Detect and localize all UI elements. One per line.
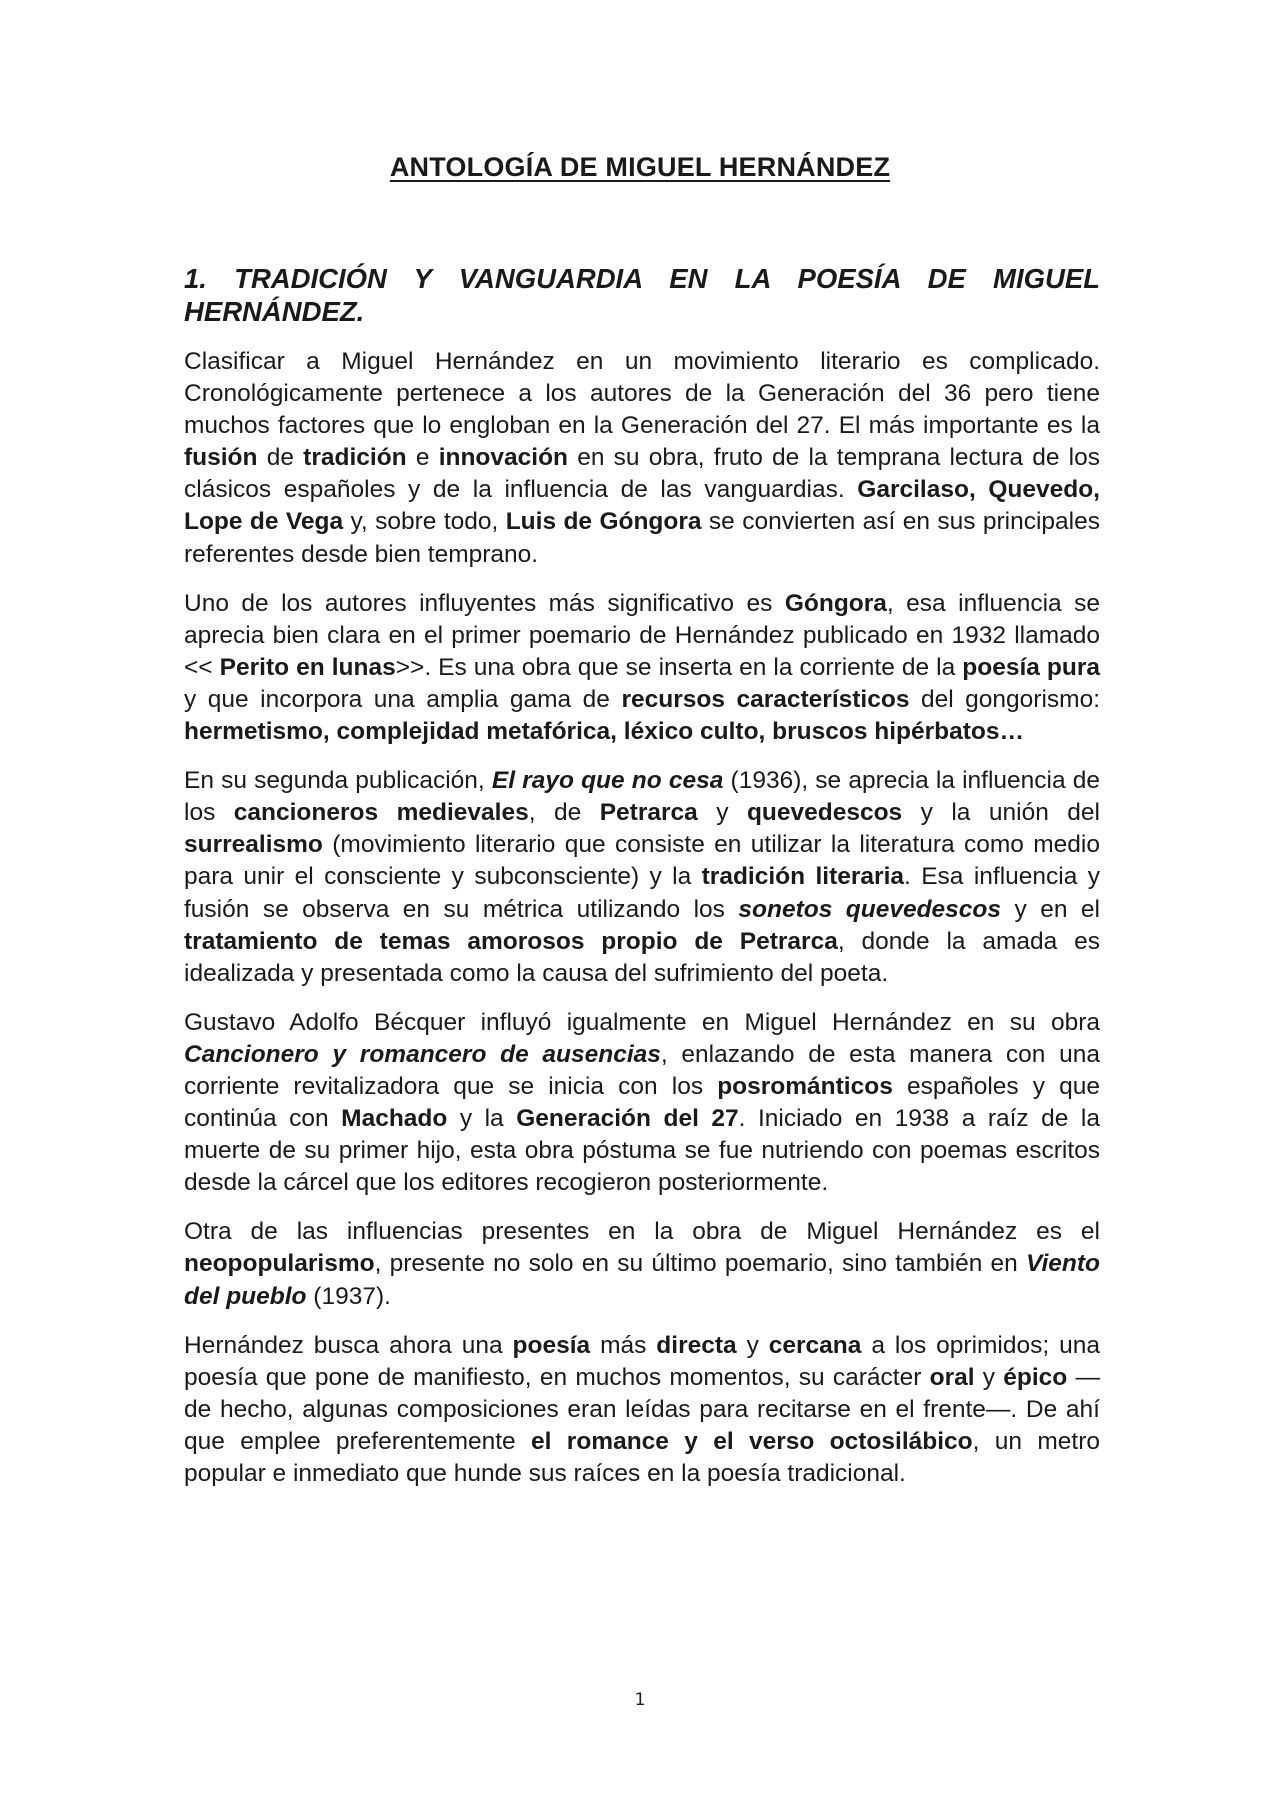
bold-italic-run xyxy=(738,896,1001,923)
section-heading: 1. TRADICIÓN Y VANGUARDIA EN LA POESÍA DE MIGUEL HERNÁNDEZ. xyxy=(184,263,1100,327)
bold-run: surrealismo xyxy=(184,831,323,859)
bold-run: innovación xyxy=(438,444,569,472)
paragraph-list xyxy=(184,346,1100,1490)
text-run: y en el xyxy=(1001,895,1100,923)
text-run: —de hecho, algunas composiciones eran leídas para recitarse en el frente—. De ahí que emplee preferentemente xyxy=(184,1363,1100,1455)
document-body xyxy=(184,262,1100,1507)
text-run: Gustavo Adolfo Bécquer influyó igualmente en Miguel Hernández en su obra xyxy=(184,1008,1100,1036)
text-run: . Esa influencia y fusión se observa en su métrica utilizando los xyxy=(184,863,1100,923)
text-run: y, sobre todo, xyxy=(343,508,506,536)
text-run: del gongorismo: xyxy=(909,685,1100,713)
text-run: (1936), se aprecia la influencia de los xyxy=(184,767,1100,827)
bold-run: neopopularismo xyxy=(184,1250,375,1278)
bold-run: cercana xyxy=(768,1331,862,1359)
text-run: . Iniciado en 1938 a raíz de la muerte de su primer hijo, esta obra póstuma se fue nutriendo con poemas escritos desde la cárcel que los editores recogieron posteriormente. xyxy=(184,1105,1100,1197)
text-run: e xyxy=(406,444,439,472)
text-run: y xyxy=(736,1331,769,1359)
bold-run: recursos característicos xyxy=(621,685,910,713)
text-run: y xyxy=(974,1363,1004,1391)
bold-run: Generación del 27 xyxy=(516,1105,739,1133)
text-run: y la unión del xyxy=(902,799,1100,827)
text-run: Clasificar a Miguel Hernández en un movimiento literario es complicado. Cronológicamente pertenece a los autores de la Generación del 36 pero tiene muchos factores que lo engloban en la Generación del 27. El más importante es la xyxy=(184,348,1100,440)
bold-run: hermetismo, complejidad metafórica, léxico culto, bruscos hipérbatos… xyxy=(184,718,1025,746)
text-run: >>. Es una obra que se inserta en la corriente de la xyxy=(395,653,963,681)
bold-run: poesía pura xyxy=(962,653,1101,681)
bold-run: tradición xyxy=(303,444,407,472)
text-run: (movimiento literario que consiste en utilizar la literatura como medio para unir el consciente y subconsciente) y la xyxy=(184,831,1100,891)
bold-run: cancioneros medievales xyxy=(233,799,529,827)
body-paragraph xyxy=(184,1216,1100,1312)
bold-italic-run xyxy=(184,1041,661,1068)
bold-run: Garcilaso, Quevedo, Lope de Vega xyxy=(184,476,1100,536)
text-run: (1937). xyxy=(306,1282,391,1310)
body-paragraph xyxy=(184,588,1100,748)
emphasis-text: sonetos quevedescos xyxy=(738,895,1002,923)
bold-run: quevedescos xyxy=(746,799,903,827)
body-paragraph xyxy=(184,346,1100,571)
text-run: , enlazando de esta manera con una corriente revitalizadora que se inicia con los xyxy=(184,1040,1101,1100)
bold-run: épico xyxy=(1003,1363,1068,1391)
bold-run: poesía xyxy=(512,1331,591,1359)
bold-run: oral xyxy=(929,1363,975,1391)
bold-run: Petrarca xyxy=(599,799,698,827)
text-run: Hernández busca ahora una xyxy=(184,1331,513,1359)
bold-run: posrománticos xyxy=(717,1072,893,1100)
body-paragraph xyxy=(184,765,1100,990)
text-run: Otra de las influencias presentes en la obra de Miguel Hernández es el xyxy=(184,1218,1100,1246)
text-run: , donde la amada es idealizada y presentada como la causa del sufrimiento del poeta. xyxy=(184,927,1101,987)
bold-run: Luis de Góngora xyxy=(505,508,702,536)
text-run: españoles y que continúa con xyxy=(184,1072,1100,1133)
bold-run: tratamiento de temas amorosos propio de Petrarca xyxy=(184,927,838,955)
emphasis-text: Cancionero y romancero de ausencias xyxy=(184,1040,661,1068)
emphasis-text: Viento del pueblo xyxy=(184,1250,1100,1310)
text-run: , de xyxy=(528,799,600,827)
text-run: , esa influencia se aprecia bien clara en el primer poemario de Hernández publicado en 1932 llamado << xyxy=(184,589,1100,681)
bold-run: el romance y el verso octosilábico xyxy=(531,1427,973,1455)
body-paragraph xyxy=(184,1330,1100,1490)
text-run: en su obra, fruto de la temprana lectura de los clásicos españoles y de la influencia de las vanguardias. xyxy=(184,444,1100,504)
text-run: más xyxy=(590,1331,657,1359)
text-run: a los oprimidos; una poesía que pone de manifiesto, en muchos momentos, su carácter xyxy=(184,1331,1100,1391)
bold-run: directa xyxy=(656,1331,737,1359)
text-run: Uno de los autores influyentes más significativo es xyxy=(184,589,785,617)
bold-italic-run xyxy=(492,767,724,794)
text-run: y xyxy=(697,799,747,827)
text-run: y la xyxy=(447,1105,517,1133)
bold-run: Perito en lunas xyxy=(219,653,396,681)
text-run: se convierten así en sus principales referentes desde bien temprano. xyxy=(184,508,1100,568)
text-run: y que incorpora una amplia gama de xyxy=(184,685,622,713)
body-paragraph xyxy=(184,1007,1100,1200)
text-run: de xyxy=(257,444,304,472)
text-run: En su segunda publicación, xyxy=(184,767,492,795)
text-run: , un metro popular e inmediato que hunde sus raíces en la poesía tradicional. xyxy=(184,1427,1100,1487)
page-number: 1 xyxy=(634,1690,646,1710)
emphasis-text: El rayo que no cesa xyxy=(491,767,724,795)
bold-run: tradición literaria xyxy=(701,863,905,891)
text-run: , presente no solo en su último poemario, sino también en xyxy=(374,1250,1027,1278)
document-title: ANTOLOGÍA DE MIGUEL HERNÁNDEZ xyxy=(389,152,891,182)
bold-run: Góngora xyxy=(784,589,887,617)
bold-run: Machado xyxy=(341,1105,448,1133)
bold-run: fusión xyxy=(184,444,258,472)
